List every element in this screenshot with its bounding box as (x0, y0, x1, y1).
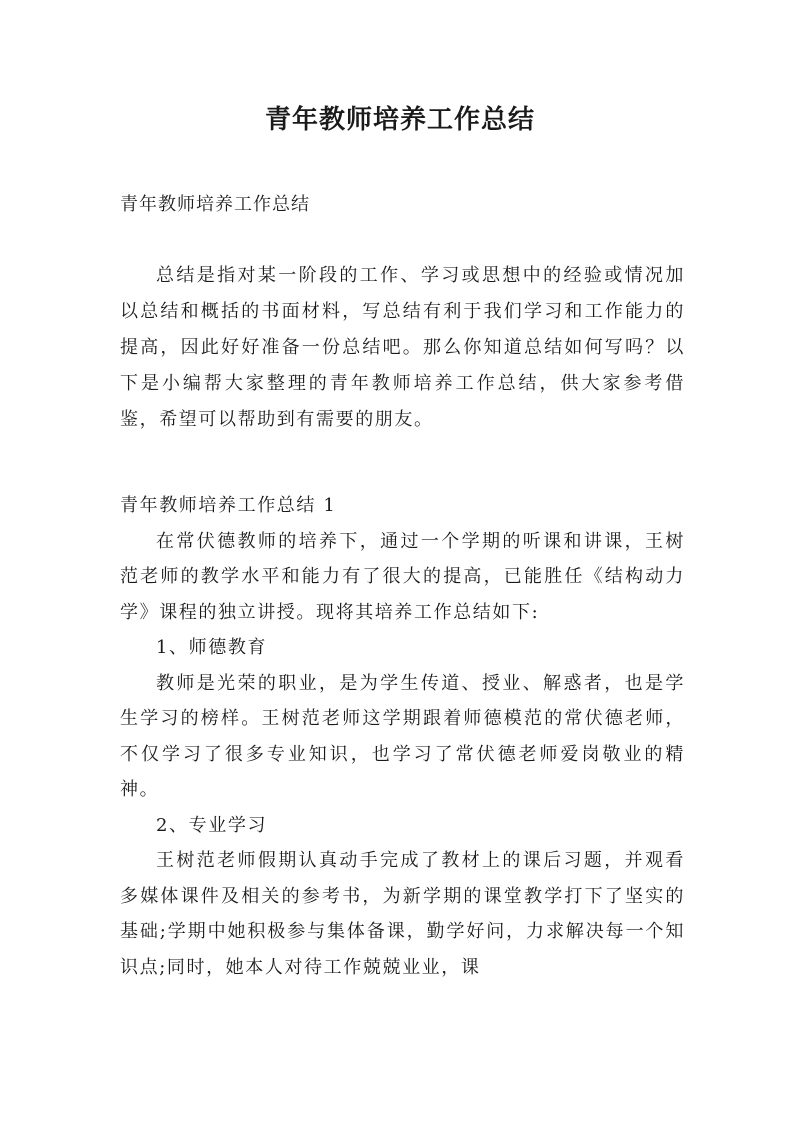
heading-study: 2、专业学习 (156, 814, 268, 836)
section-title: 青年教师培养工作总结 1 (120, 495, 337, 516)
document-subtitle: 青年教师培养工作总结 (120, 194, 310, 215)
study-paragraph: 王树范老师假期认真动手完成了教材上的课后习题，并观看多媒体课件及相关的参考书，为新学期的课堂教学打下了坚实的基础;学期中她积极参与集体备课，勤学好问，力求解决每一个知识点;同时，她本人对待工作兢兢业业，课 (120, 850, 685, 978)
heading-ethics: 1、师德教育 (156, 637, 268, 658)
ethics-paragraph: 教师是光荣的职业，是为学生传道、授业、解惑者，也是学生学习的榜样。王树范老师这学期跟着师德模范的常伏德老师，不仅学习了很多专业知识，也学习了常伏德老师爱岗敬业的精神。 (120, 672, 685, 800)
section-intro-paragraph: 在常伏德教师的培养下，通过一个学期的听课和讲课，王树范老师的教学水平和能力有了很大的提高，已能胜任《结构动力学》课程的独立讲授。现将其培养工作总结如下: (120, 530, 685, 623)
document-title: 青年教师培养工作总结 (264, 105, 535, 135)
intro-block (120, 258, 685, 438)
section-1 (120, 488, 685, 985)
intro-paragraph: 总结是指对某一阶段的工作、学习或思想中的经验或情况加以总结和概括的书面材料，写总结有利于我们学习和工作能力的提高，因此好好准备一份总结吧。那么你知道总结如何写吗？以下是小编帮大家整理的青年教师培养工作总结，供大家参考借鉴，希望可以帮助到有需要的朋友。 (120, 265, 685, 430)
